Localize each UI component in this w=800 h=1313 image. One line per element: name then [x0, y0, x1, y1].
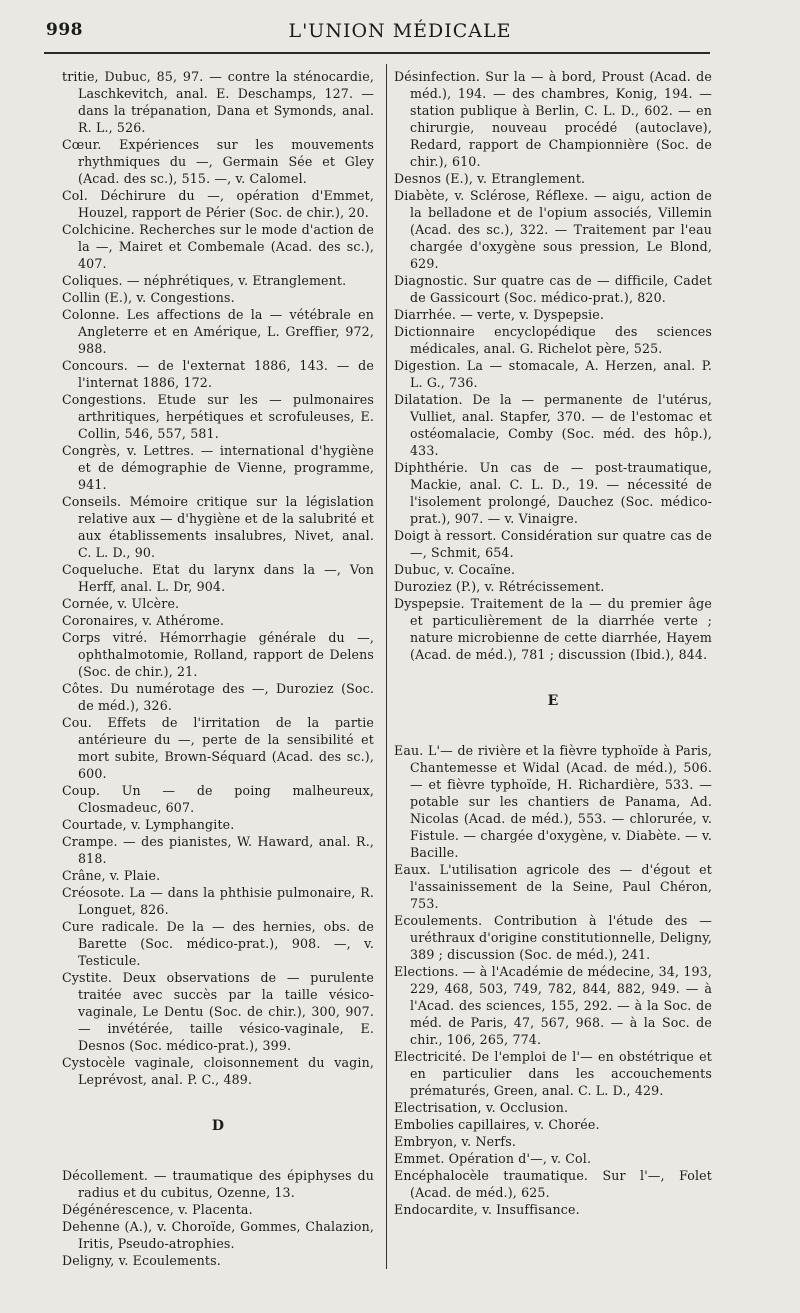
index-entry: Desnos (E.), v. Etranglement. [394, 171, 586, 186]
index-entry: Corps vitré. Hémorrhagie générale du —, ophthalmotomie, Rolland, rapport de Delens (Soc. de chir.), 21. [62, 630, 374, 679]
index-entry: Désinfection. Sur la — à bord, Proust (Acad. de méd.), 194. — des chambres, Konig, 194. — station publique à Berlin, C. L. D., 602. — en chirurgie, nouveau procédé (autoclave), Redard, rapport de Championnière (Soc. de chir.), 610. [394, 69, 712, 169]
page-number: 998 [46, 20, 83, 40]
index-entry: Deligny, v. Ecoulements. [62, 1253, 221, 1268]
index-entry: Congrès, v. Lettres. — international d'hygiène et de démographie de Vienne, programme, 941. [62, 443, 374, 492]
index-entry: Collin (E.), v. Congestions. [62, 290, 235, 305]
index-entry: Ecoulements. Contribution à l'étude des — uréthraux d'origine constitutionnelle, Deligny, 389 ; discussion (Soc. de méd.), 241. [394, 913, 712, 962]
index-entry: Diabète, v. Sclérose, Réflexe. — aigu, action de la belladone et de l'opium associés, Villemin (Acad. des sc.), 322. — Traitement par l'eau chargée d'oxygène sous pression, Le Blond, 629. [394, 188, 712, 271]
right-column [394, 68, 712, 1218]
index-entry: Cystite. Deux observations de — purulente traitée avec succès par la taille vésico-vaginale, Le Dentu (Soc. de chir.), 300, 907. — invétérée, taille vésico-vaginale, E. Desnos (Soc. médico-prat.), 399. [62, 970, 374, 1053]
index-entry: Coup. Un — de poing malheureux, Closmadeuc, 607. [62, 783, 374, 815]
index-entry: Décollement. — traumatique des épiphyses du radius et du cubitus, Ozenne, 13. [62, 1168, 374, 1200]
index-entry: Cure radicale. De la — des hernies, obs. de Barette (Soc. médico-prat.), 908. —, v. Testicule. [62, 919, 374, 968]
index-entry: Conseils. Mémoire critique sur la législation relative aux — d'hygiène et de la salubrité et aux établissements insalubres, Nivet, anal. C. L. D., 90. [62, 494, 374, 560]
index-entry: Embolies capillaires, v. Chorée. [394, 1117, 600, 1132]
index-entry: Crâne, v. Plaie. [62, 868, 161, 883]
index-entry: Diagnostic. Sur quatre cas de — difficile, Cadet de Gassicourt (Soc. médico-prat.), 820. [394, 273, 712, 305]
index-entry: Dubuc, v. Cocaïne. [394, 562, 516, 577]
index-entry: Elections. — à l'Académie de médecine, 34, 193, 229, 468, 503, 749, 782, 844, 882, 949. — à l'Acad. des sciences, 155, 292. — à la Soc. de méd. de Paris, 47, 567, 968. — à la Soc. de chir., 106, 265, 774. [394, 964, 712, 1047]
index-entry: Dégénérescence, v. Placenta. [62, 1202, 253, 1217]
section-letter-d: D [211, 1118, 225, 1134]
index-entry: Eaux. L'utilisation agricole des — d'égout et l'assainissement de la Seine, Paul Chéron, 753. [394, 862, 712, 911]
index-entry: Duroziez (P.), v. Rétrécissement. [394, 579, 605, 594]
index-entry: Créosote. La — dans la phthisie pulmonaire, R. Longuet, 826. [62, 885, 374, 917]
index-entry: Eau. L'— de rivière et la fièvre typhoïde à Paris, Chantemesse et Widal (Acad. de méd.), 506. — et fièvre typhoïde, H. Richardière, 533. — potable sur les chantiers de Panama, Ad. Nicolas (Acad. de méd.), 553. — chlorurée, v. Fistule. — chargée d'oxygène, v. Diabète. — v. Bacille. [394, 743, 712, 860]
index-entry: Colonne. Les affections de la — vétébrale en Angleterre et en Amérique, L. Greffier, 972, 988. [62, 307, 374, 356]
index-entry: Courtade, v. Lymphangite. [62, 817, 235, 832]
index-entry: Electrisation, v. Occlusion. [394, 1100, 569, 1115]
index-entry: Côtes. Du numérotage des —, Duroziez (Soc. de méd.), 326. [62, 681, 374, 713]
index-entry: Coronaires, v. Athérome. [62, 613, 225, 628]
section-letter-e: E [547, 693, 559, 709]
journal-title: L'UNION MÉDICALE [288, 20, 512, 42]
index-entry: Concours. — de l'externat 1886, 143. — de l'internat 1886, 172. [62, 358, 374, 390]
column-divider [386, 64, 387, 1269]
index-entry: Electricité. De l'emploi de l'— en obstétrique et en particulier dans les accouchements prématurés, Green, anal. C. L. D., 429. [394, 1049, 712, 1098]
left-column [62, 68, 374, 1269]
index-entry: Dehenne (A.), v. Choroïde, Gommes, Chalazion, Iritis, Pseudo-atrophies. [62, 1219, 374, 1251]
index-entry: Dictionnaire encyclopédique des sciences médicales, anal. G. Richelot père, 525. [394, 324, 712, 356]
index-entry: Encéphalocèle traumatique. Sur l'—, Folet (Acad. de méd.), 625. [394, 1168, 712, 1200]
index-entry: Crampe. — des pianistes, W. Haward, anal. R., 818. [62, 834, 374, 866]
index-entry: Cou. Effets de l'irritation de la partie antérieure du —, perte de la sensibilité et mort subite, Brown-Séquard (Acad. des sc.), 600. [62, 715, 374, 781]
index-entry: Doigt à ressort. Considération sur quatre cas de —, Schmit, 654. [394, 528, 712, 560]
index-entry: Diphthérie. Un cas de — post-traumatique, Mackie, anal. C. L. D., 19. — nécessité de l'isolement prolongé, Dauchez (Soc. médico-prat.), 907. — v. Vinaigre. [394, 460, 712, 526]
index-entry: Cystocèle vaginale, cloisonnement du vagin, Leprévost, anal. P. C., 489. [62, 1055, 374, 1087]
index-entry: Colchicine. Recherches sur le mode d'action de la —, Mairet et Combemale (Acad. des sc.), 407. [62, 222, 374, 271]
index-entry: Embryon, v. Nerfs. [394, 1134, 516, 1149]
index-entry: Congestions. Etude sur les — pulmonaires arthritiques, herpétiques et scrofuleuses, E. Collin, 546, 557, 581. [62, 392, 374, 441]
index-entry: tritie, Dubuc, 85, 97. — contre la sténocardie, Laschkevitch, anal. E. Deschamps, 127. — dans la trépanation, Dana et Symonds, anal. R. L., 526. [62, 69, 374, 135]
index-entry: Digestion. La — stomacale, A. Herzen, anal. P. L. G., 736. [394, 358, 712, 390]
header-rule [44, 52, 710, 54]
index-entry: Dyspepsie. Traitement de la — du premier âge et particulièrement de la diarrhée verte ; nature microbienne de cette diarrhée, Hayem (Acad. de méd.), 781 ; discussion (Ibid.), 844. [394, 596, 712, 662]
index-entry: Endocardite, v. Insuffisance. [394, 1202, 580, 1217]
index-entry: Coqueluche. Etat du larynx dans la —, Von Herff, anal. L. Dr, 904. [62, 562, 374, 594]
index-entry: Cornée, v. Ulcère. [62, 596, 180, 611]
index-entry: Emmet. Opération d'—, v. Col. [394, 1151, 592, 1166]
index-entry: Diarrhée. — verte, v. Dyspepsie. [394, 307, 605, 322]
index-entry: Coliques. — néphrétiques, v. Etranglement. [62, 273, 347, 288]
index-entry: Dilatation. De la — permanente de l'utérus, Vulliet, anal. Stapfer, 370. — de l'estomac et ostéomalacie, Comby (Soc. méd. des hôp.), 433. [394, 392, 712, 458]
index-entry: Cœur. Expériences sur les mouvements rhythmiques du —, Germain Sée et Gley (Acad. des sc.), 515. —, v. Calomel. [62, 137, 374, 186]
index-entry: Col. Déchirure du —, opération d'Emmet, Houzel, rapport de Périer (Soc. de chir.), 20. [62, 188, 374, 220]
